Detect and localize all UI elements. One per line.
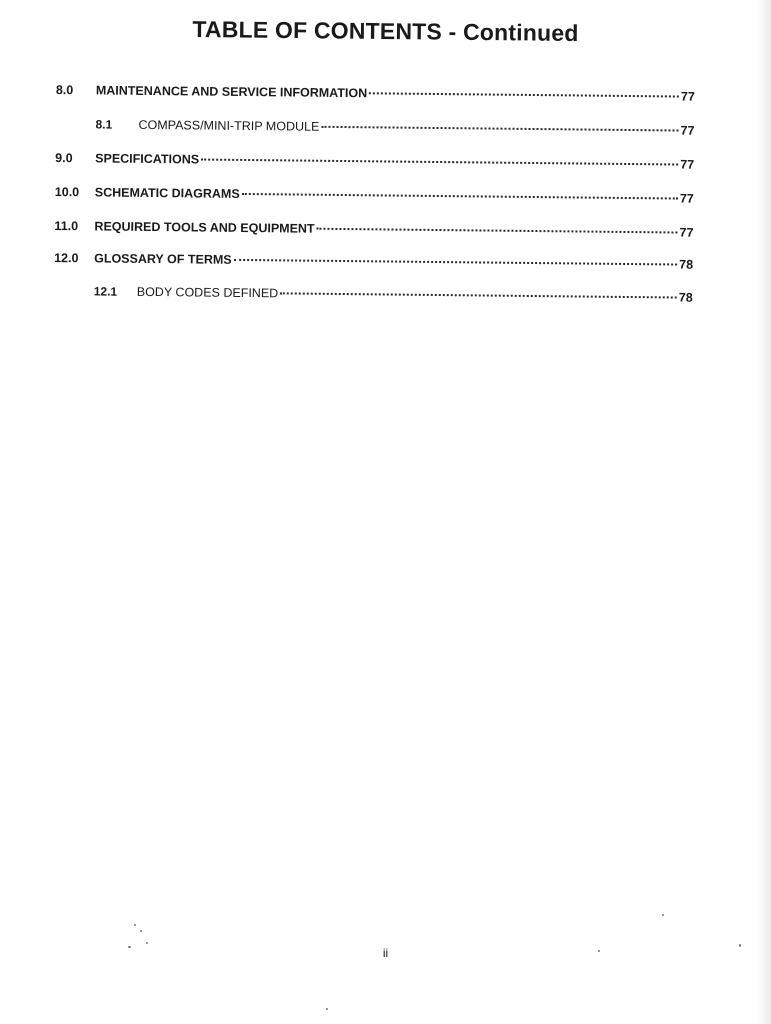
- scan-speck: [140, 930, 142, 932]
- toc-entry: [54, 281, 698, 308]
- toc-entry-page: 78: [678, 290, 693, 305]
- toc-entry-page: 77: [679, 225, 694, 240]
- scan-speck: [128, 946, 131, 948]
- toc-entry-page: 77: [679, 191, 694, 206]
- dot-leader: [201, 158, 678, 166]
- toc-entry: [54, 248, 698, 275]
- dot-leader: [234, 258, 678, 266]
- scan-speck: [662, 914, 664, 916]
- toc-entry-number: 12.1: [93, 284, 118, 299]
- toc-entry-page: 78: [679, 257, 694, 272]
- page-number: ii: [382, 946, 389, 960]
- toc-entry: [55, 114, 699, 141]
- toc-entry-page: 77: [680, 89, 695, 104]
- toc-entry: [56, 80, 700, 107]
- scan-speck: [134, 924, 136, 926]
- toc-entry: [55, 182, 699, 209]
- scan-speck: [146, 942, 148, 944]
- dot-leader: [317, 227, 678, 234]
- toc-entry-number: 10.0: [54, 184, 80, 200]
- toc-entry-number: 8.1: [95, 117, 113, 132]
- dot-leader: [321, 125, 678, 132]
- toc-entry: [55, 148, 699, 175]
- toc-entry-label: MAINTENANCE AND SERVICE INFORMATION: [95, 83, 368, 101]
- toc-entry-label: SCHEMATIC DIAGRAMS: [94, 185, 240, 201]
- scan-speck: [598, 950, 600, 952]
- toc-entry-label: REQUIRED TOOLS AND EQUIPMENT: [94, 219, 315, 236]
- toc-entry-number: 12.0: [54, 250, 79, 266]
- toc-entry-number: 11.0: [54, 218, 79, 234]
- toc-entry-page: 77: [680, 123, 695, 138]
- dot-leader: [369, 91, 679, 97]
- toc-entry-label: BODY CODES DEFINED: [136, 284, 279, 301]
- dot-leader: [242, 192, 678, 200]
- scan-speck: [739, 944, 741, 947]
- table-of-contents: [54, 80, 700, 305]
- toc-entry: [54, 216, 698, 243]
- scan-speck: [326, 1008, 328, 1010]
- toc-entry-label: COMPASS/MINI-TRIP MODULE: [138, 117, 320, 134]
- toc-entry-number: 8.0: [55, 82, 74, 98]
- toc-entry-label: GLOSSARY OF TERMS: [94, 251, 232, 267]
- toc-entry-page: 77: [680, 157, 695, 172]
- toc-entry-label: SPECIFICATIONS: [95, 151, 200, 167]
- dot-leader: [280, 291, 677, 298]
- page-title: TABLE OF CONTENTS - Continued: [192, 15, 579, 47]
- scan-edge-shadow: [757, 0, 771, 1024]
- toc-entry-number: 9.0: [55, 150, 73, 166]
